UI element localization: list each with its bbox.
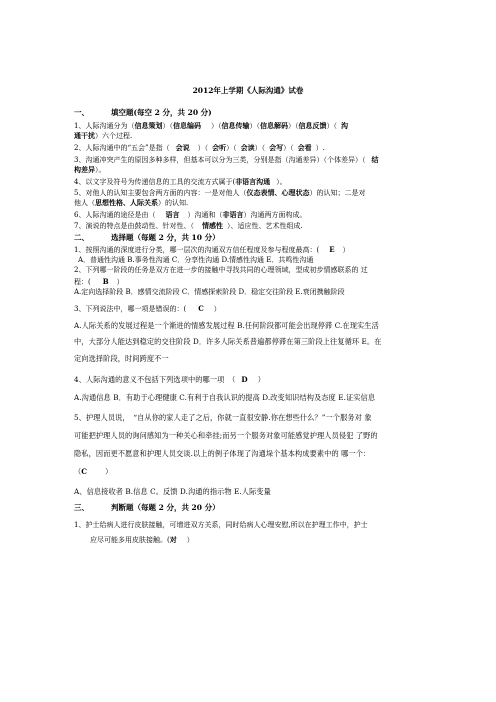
choice-question-5-cont: 隐私，因而更不愿意和护理人员交谈.以上的例子体现了沟通垛个基本构成要素中的 哪一个： (74, 449, 371, 458)
judge-question-1: 1、护士给病人进行皮肤接触，可增进双方关系，同时给病人心理安慰,所以在护理工作中，护士 (74, 521, 368, 529)
fill-question-2 (74, 143, 325, 153)
answer: 情感性 (201, 221, 223, 230)
question-text: ） (105, 467, 113, 476)
question-text: ） (116, 278, 124, 286)
answer: 会说 (175, 143, 190, 152)
question-text: ）（ (210, 122, 222, 130)
question-text: ）的认知；二是对 (309, 189, 366, 197)
section-judge-heading (74, 503, 220, 512)
question-text: 应尽可能多用皮肤接触。( (90, 536, 170, 544)
answer: C (81, 467, 88, 476)
answer: 非语言 (222, 210, 244, 219)
answer: 信息策划 (134, 121, 163, 130)
question-text: ）沟通两方面构成。 (243, 211, 307, 219)
choice-question-2-cont (74, 277, 124, 287)
question-text: ）（ (197, 144, 209, 152)
answer: 思想性格、人际关系 (95, 198, 158, 207)
answer: 通干扰 (74, 131, 95, 140)
answer: 信息传输 (221, 121, 250, 130)
choice-question-5: 5、护理人员说， “自从你的家人走了之后，你就一直很安静.你在想些什么？”一个服务对 象 (74, 413, 372, 422)
question-text: 5、对他人的认知主要包含两方面的内容：一是对他人（ (74, 189, 247, 197)
question-text: ）。 (276, 178, 287, 186)
answer: 会听 (212, 143, 227, 152)
answer: B (102, 277, 109, 286)
answer: D (241, 375, 248, 384)
question-text: 4、人际沟通的意义不包括下列选项中的哪一项 （ (74, 375, 236, 384)
section-label: 填空题(每空 2 分，共 20 分) (111, 108, 212, 117)
fill-question-5-cont (74, 198, 188, 208)
answer: E (329, 245, 335, 254)
answer: 结 (371, 155, 379, 164)
question-text: ）（ (254, 144, 266, 152)
judge-question-1-cont (90, 535, 194, 545)
answer: 信息反馈 (298, 121, 327, 130)
question-text: ）（ (287, 122, 299, 130)
choice-question-2: 2、下列哪一阶段的任务是双方在进一步的接触中寻找共同的心理领域，型成初步情感联系的 过 (74, 266, 368, 274)
question-text: 6、人际沟通的途径是由（ (74, 211, 156, 219)
question-text: 2、人际沟通中的“五会”是指（ (74, 144, 170, 152)
answer: 会写 (269, 143, 284, 152)
question-text: ）（ (162, 122, 173, 130)
choice-question-5-answer-line (74, 467, 112, 476)
question-text: ）沟通和（ (187, 211, 223, 219)
section-label: 判断题（每题 2 分，共 20 分） (111, 503, 220, 512)
exam-title: 2012年上学期《人际沟通》试卷 (192, 86, 304, 95)
fill-question-5 (74, 188, 365, 198)
answer: 对 (169, 535, 177, 544)
section-choice-heading (74, 233, 220, 242)
choice-question-3 (74, 304, 221, 314)
question-text: ） (342, 246, 350, 254)
section-fill-heading (74, 108, 212, 117)
answer: 沟 (340, 121, 348, 130)
question-text: ） (213, 305, 221, 313)
answer: 信息编码 (172, 121, 201, 130)
fill-question-1 (74, 121, 348, 131)
question-text: ） (257, 375, 266, 384)
question-text: 程：( (74, 278, 91, 286)
question-text: ）。 (95, 166, 106, 174)
fill-question-6 (74, 210, 306, 220)
section-number: 二、 (74, 233, 89, 242)
answer: C (198, 304, 204, 313)
question-text: 1、按照沟通的深度进行分类，哪一层次的沟通双方信任程度及参与程度最高：( (74, 246, 320, 254)
question-text: ）（ (283, 144, 294, 152)
question-text: ） (186, 536, 194, 544)
question-text: ）（ (226, 144, 237, 152)
answer: 仪态表情、心理状态 (246, 188, 310, 197)
question-text: 3、沟通冲突产生的原因多种多样，但基本可以分为三类，分别是指（沟通差异）（个体差异）（ (74, 156, 366, 164)
section-number: 三、 (74, 503, 89, 512)
choice-question-1-options: A．普通性沟通 B.事务性沟通 C．分享性沟通 D.情感性沟通 E．共鸣性沟通 (78, 256, 314, 264)
question-text: 3、下列说法中，哪一项是错误的：( (74, 305, 187, 313)
choice-question-1 (74, 245, 350, 255)
question-text: ）的认知. (158, 199, 189, 207)
choice-question-3-options: 定向选择阶段，时间跨度不一 (74, 354, 169, 363)
fill-question-3-cont (74, 165, 106, 175)
question-text: 他人（ (74, 199, 95, 207)
answer: 非语言沟通 (235, 177, 271, 186)
question-text: ）（ (326, 122, 337, 130)
choice-question-5-options: A、信息接收者 B.信息 C。反馈 D.沟通的指示物 E.人际变量 (74, 487, 271, 496)
choice-question-2-options: A.定向选择阶段 B．感情交流阶段 C．情感探索阶段 D．稳定交往阶段 E.衰闭携触阶段 (74, 288, 345, 296)
choice-question-3-options: 中，大部分人能达到稳定的交往阶段 D．许多人际关系普遍都停滞在第三阶段上往复循环 E。在 (74, 337, 382, 346)
question-text: （ (74, 467, 82, 476)
question-text: 7、演说的特点是由鼓动性、针对性、（ (74, 222, 194, 230)
fill-question-4 (74, 177, 287, 187)
answer: 会读 (240, 143, 255, 152)
question-text: ）（ (249, 122, 260, 130)
section-label: 选择题（每题 2 分，共 10 分） (111, 233, 220, 242)
question-text: ）六个过程. (95, 132, 133, 140)
choice-question-5-cont: 可能把护理人员的询问感知为一种关心和牵挂;而另一个服务对象可能感觉护理人员侵犯 了野的 (74, 431, 378, 440)
choice-question-4-options: A.沟通信息 B．有助于心理健康 C.有利于自我认识的提高 D.改变知识结构及态度 E.证实信息 (74, 393, 376, 402)
question-text: ）、适应性、艺术性组成. (226, 222, 303, 230)
section-number: 一、 (74, 108, 89, 117)
fill-question-1-cont (74, 131, 132, 141)
answer: 信息解码 (259, 121, 288, 130)
answer: 构差异 (74, 165, 95, 174)
answer: 语言 (165, 210, 180, 219)
fill-question-3 (74, 155, 378, 165)
answer: 会看 (297, 143, 312, 152)
question-text: ）. (315, 144, 325, 152)
choice-question-4 (74, 375, 265, 384)
fill-question-7 (74, 221, 303, 231)
question-text: 1、人际沟通分为（ (74, 122, 135, 130)
choice-question-3-options: A.人际关系的发展过程是一个渐进的情感发展过程 B.任何阶段都可能会出现停滞 C.在现实生活 (74, 321, 379, 330)
question-text: 4、以文字及符号为传递信息的工具的交流方式属于( (74, 178, 236, 186)
